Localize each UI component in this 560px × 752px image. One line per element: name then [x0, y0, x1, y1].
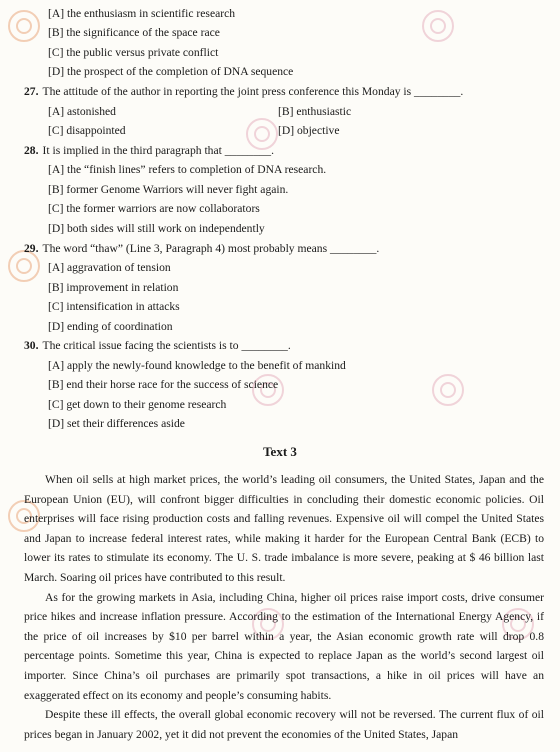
q28-option-d: [D] both sides will still work on independently: [48, 222, 265, 235]
q27-option-c: [C] disappointed: [48, 124, 126, 137]
question-30: [24, 339, 291, 353]
question-stem: It is implied in the third paragraph that ________.: [42, 144, 275, 157]
q26-option-a: [A] the enthusiasm in scientific research: [48, 7, 236, 20]
passage-paragraph-1: When oil sells at high market prices, the world’s leading oil consumers, the United States, Japan and the European Union (EU), will confront bigger difficulties in concluding their domestic economic policies. Oil enterprises will face rising production costs and falling revenues. Expensive oil will compel the United States and Japan to increase federal interest rates, while making it harder for the European Central Bank (ECB) to lower its rates to stimulate its economy. The U. S. trade imbalance is more severe, peaking at $ 46 billion last March. Soaring oil prices have contributed to this result.: [24, 473, 544, 584]
question-number: 28.: [24, 144, 39, 157]
passage-paragraph-3: Despite these ill effects, the overall global economic recovery will not be reversed. The current flux of oil prices began in January 2002, yet it did not prevent the economies of the United States, Japan: [24, 708, 544, 741]
q28-option-b: [B] former Genome Warriors will never fight again.: [48, 183, 289, 196]
question-stem: The attitude of the author in reporting the joint press conference this Monday is ________.: [42, 85, 464, 98]
watermark-logo-icon: [430, 372, 466, 408]
watermark-logo-icon: [6, 8, 42, 44]
q30-option-d: [D] set their differences aside: [48, 417, 185, 430]
question-number: 27.: [24, 85, 39, 98]
q28-option-a: [A] the “finish lines” refers to completion of DNA research.: [48, 163, 327, 176]
q26-option-b: [B] the significance of the space race: [48, 26, 220, 39]
q26-option-d: [D] the prospect of the completion of DNA sequence: [48, 65, 294, 78]
q26-option-c: [C] the public versus private conflict: [48, 46, 219, 59]
passage-paragraph-2: As for the growing markets in Asia, including China, higher oil prices raise import costs, drive consumer price hikes and increase inflation pressure. According to the estimation of the International Energy Agency, if the price of oil increases by $10 per barrel within a year, the Asian economic growth rate will drop 0.8 percentage points. Sometime this year, China is expected to replace Japan as the world’s second largest oil importer. Since China’s oil purchases are primarily spot transactions, a hike in oil prices will have an exaggerated effect on its economy and people’s consuming habits.: [24, 590, 544, 702]
q28-option-c: [C] the former warriors are now collaborators: [48, 202, 260, 215]
question-number: 29.: [24, 242, 39, 255]
section-title: Text 3: [263, 444, 297, 459]
q30-option-b: [B] end their horse race for the success of science: [48, 378, 279, 391]
q29-option-d: [D] ending of coordination: [48, 320, 173, 333]
q27-option-b: [B] enthusiastic: [278, 105, 352, 118]
q27-option-a: [A] astonished: [48, 105, 116, 118]
q29-option-a: [A] aggravation of tension: [48, 261, 171, 274]
question-29: [24, 242, 379, 256]
question-28: [24, 144, 274, 158]
q30-option-a: [A] apply the newly-found knowledge to the benefit of mankind: [48, 359, 346, 372]
question-stem: The critical issue facing the scientists is to ________.: [42, 339, 291, 352]
watermark-logo-icon: [420, 8, 456, 44]
question-number: 30.: [24, 339, 39, 352]
q27-option-d: [D] objective: [278, 124, 340, 137]
passage-body: [24, 470, 544, 744]
q29-option-c: [C] intensification in attacks: [48, 300, 180, 313]
q29-option-b: [B] improvement in relation: [48, 281, 179, 294]
q30-option-c: [C] get down to their genome research: [48, 398, 227, 411]
question-27: [24, 85, 463, 99]
question-stem: The word “thaw” (Line 3, Paragraph 4) most probably means ________.: [42, 242, 380, 255]
